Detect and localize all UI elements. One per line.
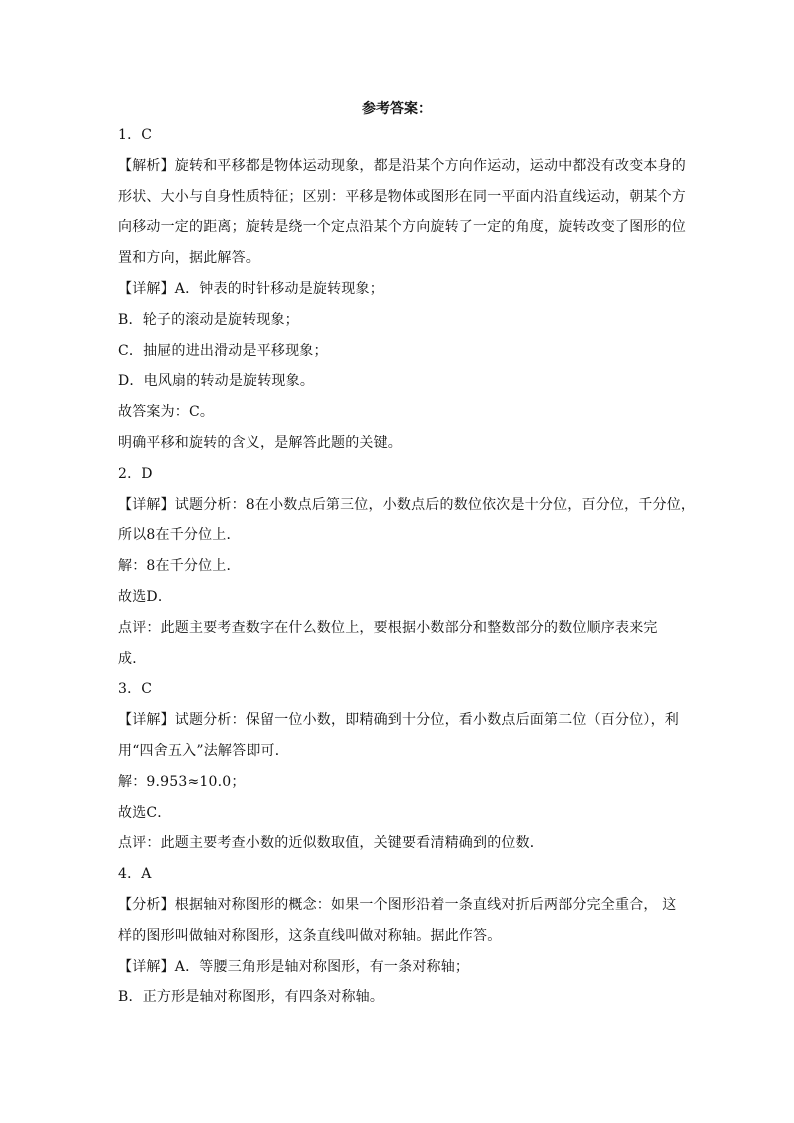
detail-line: 【详解】A．钟表的时针移动是旋转现象； [118,280,384,297]
answer-line: 故答案为：C。 [118,404,215,421]
analysis-line: 【分析】根据轴对称图形的概念：如果一个图形沿着一条直线对折后两部分完全重合， 这 [118,896,677,913]
detail-line: B．轮子的滚动是旋转现象； [118,311,299,328]
analysis-line: 样的图形叫做轴对称图形，这条直线叫做对称轴。据此作答。 [118,927,502,944]
detail-line: 所以8在千分位上． [118,527,241,544]
answer-number-3: 3．C [118,681,153,698]
detail-line: 【详解】A．等腰三角形是轴对称图形，有一条对称轴； [118,958,470,975]
analysis-line: 置和方向，据此解答。 [118,250,260,267]
detail-line: B．正方形是轴对称图形，有四条对称轴。 [118,989,385,1006]
comment-line: 点评：此题主要考查小数的近似数取值，关键要看清精确到的位数． [118,835,544,852]
solution-line: 解：9.953≈10.0； [118,773,246,790]
analysis-line: 形状、大小与自身性质特征；区别：平移是物体或图形在同一平面内沿直线运动，朝某个方 [118,188,686,205]
page-title: 参考答案： [362,101,432,117]
detail-line: D．电风扇的转动是旋转现象。 [118,373,315,390]
answer-number-2: 2．D [118,465,153,482]
detail-line: 用“四舍五入”法解答即可． [118,742,289,759]
detail-line: 【详解】试题分析：8在小数点后第三位，小数点后的数位依次是十分位，百分位，千分位， [118,496,696,513]
comment-line: 明确平移和旋转的含义，是解答此题的关键。 [118,434,402,451]
detail-line: C．抽屉的进出滑动是平移现象； [118,342,328,359]
analysis-line: 向移动一定的距离；旋转是绕一个定点沿某个方向旋转了一定的角度，旋转改变了图形的位 [118,219,686,236]
detail-line: 【详解】试题分析：保留一位小数，即精确到十分位，看小数点后面第二位（百分位），利 [118,712,679,729]
answer-content [118,120,696,1013]
analysis-line: 【解析】旋转和平移都是物体运动现象，都是沿某个方向作运动，运动中都没有改变本身的 [118,157,686,174]
answer-line: 故选C． [118,804,172,821]
solution-line: 解：8在千分位上． [118,558,241,575]
comment-line: 点评：此题主要考查数字在什么数位上，要根据小数部分和整数部分的数位顺序表来完 [118,619,658,636]
answer-number-4: 4．A [118,866,152,883]
answer-line: 故选D． [118,588,173,605]
answer-number-1: 1．C [118,127,153,143]
comment-line: 成． [118,650,147,667]
